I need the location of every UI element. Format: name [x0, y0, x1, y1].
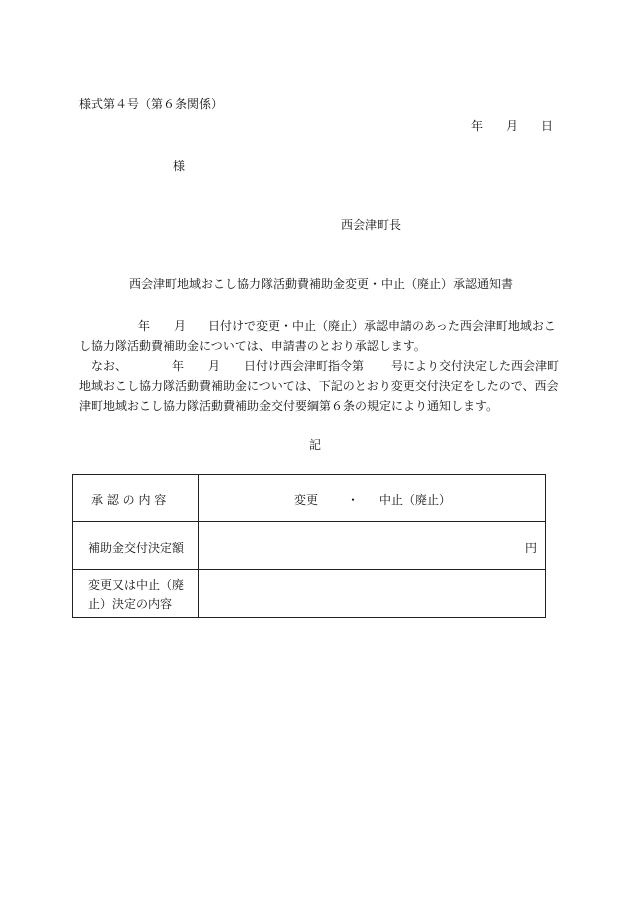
recipient-honorific: 様 [173, 159, 186, 173]
row1-value-cell [198, 474, 546, 522]
p2-text-b: 号により交付決定した西会津町 [391, 359, 560, 373]
p2-text-c: 地域おこし協力隊活動費補助金については、下記のとおり変更交付決定をしたので、西会 [79, 379, 559, 393]
row2-label: 補助金交付決定額 [88, 541, 185, 555]
form-number: 様式第４号（第６条関係） [79, 97, 224, 111]
p1-text-b: し協力隊活動費補助金については、申請書のとおり承認します。 [79, 339, 426, 353]
approval-table [72, 474, 546, 618]
issuer-name: 西会津町長 [341, 218, 402, 232]
row3-label-line2: 止）決定の内容 [88, 597, 173, 611]
row2-unit: 円 [524, 541, 537, 555]
date-month-label: 月 [506, 119, 519, 133]
p2-text-d: 津町地域おこし協力隊活動費補助金交付要綱第６条の規定により通知します。 [79, 399, 499, 413]
row3-value-cell [198, 569, 546, 618]
p2-text-a: 日付け西会津町指令第 [244, 359, 365, 373]
p2-start: なお、 [91, 359, 128, 373]
document-title: 西会津町地域おこし協力隊活動費補助金変更・中止（廃止）承認通知書 [129, 277, 514, 291]
date-day-label: 日 [541, 119, 554, 133]
p2-month: 月 [208, 359, 221, 373]
row3-label-line1: 変更又は中止（廃 [88, 578, 185, 592]
row2-value-cell [198, 521, 546, 570]
option-change: 変更 [294, 493, 319, 507]
row2-label-cell [72, 521, 199, 570]
p1-month: 月 [174, 319, 187, 333]
p1-text-a: 日付けで変更・中止（廃止）承認申請のあった西会津町地域おこ [208, 319, 556, 333]
option-separator: ・ [347, 493, 360, 507]
option-stop: 中止（廃止） [379, 493, 452, 507]
note-heading: 記 [309, 438, 322, 452]
row1-label: 承 認 の 内 容 [91, 493, 167, 507]
row3-label-cell [72, 569, 199, 618]
p1-year: 年 [138, 319, 151, 333]
p2-year: 年 [172, 359, 185, 373]
date-year-label: 年 [471, 119, 484, 133]
row1-label-cell [72, 474, 199, 522]
